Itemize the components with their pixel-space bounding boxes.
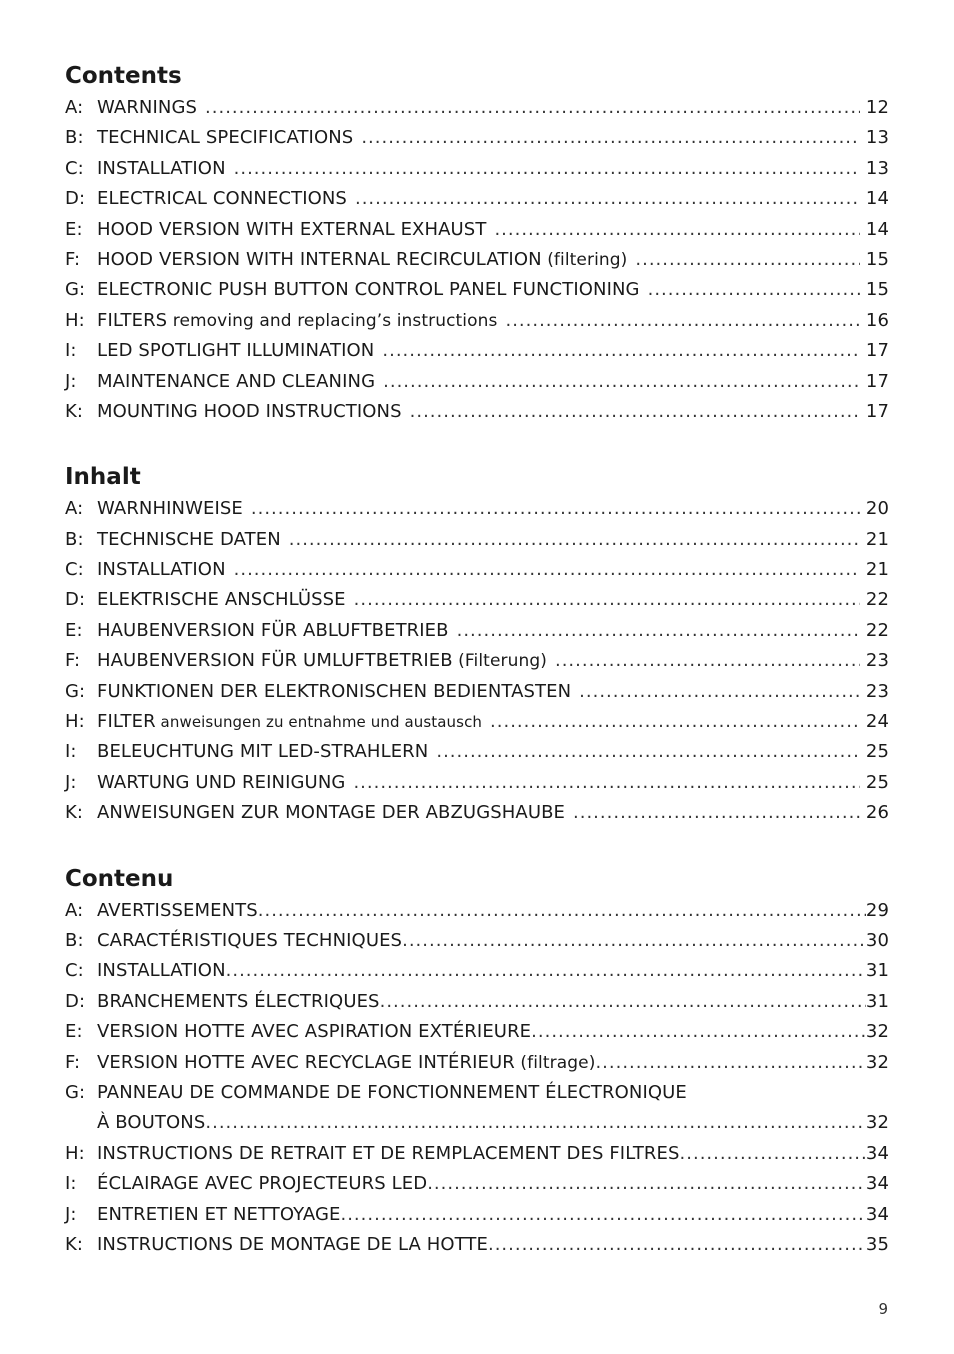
entry-letter: I: [65, 340, 77, 362]
dot-leader [531, 1017, 866, 1047]
toc-entry[interactable] [65, 1200, 889, 1230]
entry-title [97, 1078, 687, 1108]
entry-letter: G: [65, 279, 86, 301]
toc-entry[interactable] [65, 1169, 889, 1199]
entry-page-number: 35 [865, 1233, 889, 1255]
entry-page-number: 26 [865, 802, 889, 824]
entry-letter: A: [65, 498, 84, 520]
toc-entry[interactable] [65, 123, 889, 153]
entry-letter: A: [65, 899, 84, 921]
entry-title [97, 798, 565, 828]
entry-title-text: CARACTÉRISTIQUES TECHNIQUES [97, 929, 403, 951]
dot-leader [234, 154, 860, 184]
entry-letter: I: [65, 1173, 77, 1195]
entry-title [97, 215, 486, 245]
toc-section [65, 461, 889, 828]
toc-section [65, 863, 889, 1261]
dot-leader [648, 275, 860, 305]
entry-title-suffix: anweisungen zu entnahme und austausch [155, 713, 483, 732]
toc-entry[interactable] [65, 336, 889, 366]
entry-page-number: 22 [865, 619, 889, 641]
entry-title-text: INSTALLATION [97, 157, 226, 179]
entry-letter: K: [65, 1233, 84, 1255]
entry-letter: E: [65, 1021, 83, 1043]
entry-letter: H: [65, 309, 85, 331]
dot-leader [494, 215, 859, 245]
entry-letter: J: [65, 370, 77, 392]
toc-entry[interactable] [65, 275, 889, 305]
entry-letter: H: [65, 711, 85, 733]
dot-leader [573, 798, 860, 828]
entry-title [97, 926, 402, 956]
entry-letter: D: [65, 188, 86, 210]
entry-title [97, 707, 482, 737]
entry-title-text: WARTUNG UND REINIGUNG [97, 771, 346, 793]
dot-leader [289, 525, 860, 555]
toc-entry[interactable] [65, 585, 889, 615]
toc-entry[interactable] [65, 798, 889, 828]
entry-page-number: 22 [865, 589, 889, 611]
dot-leader [505, 306, 859, 336]
toc-entry[interactable] [65, 956, 889, 986]
entry-title [97, 1048, 595, 1078]
entry-title-suffix: (filtering) [541, 249, 628, 270]
toc-entry[interactable] [65, 707, 889, 737]
entry-title [97, 1200, 340, 1230]
entry-page-number: 17 [865, 370, 889, 392]
toc-entry[interactable] [65, 616, 889, 646]
entry-title-text: FILTERS [97, 309, 168, 331]
entry-title-text: ANWEISUNGEN ZUR MONTAGE DER ABZUGSHAUBE [97, 802, 566, 824]
toc-entry[interactable] [65, 245, 889, 275]
entry-title-text: HOOD VERSION WITH EXTERNAL EXHAUST [97, 218, 487, 240]
entry-letter: B: [65, 528, 84, 550]
dot-leader [380, 987, 866, 1017]
entry-letter: F: [65, 650, 81, 672]
section-heading: Contenu [65, 865, 174, 892]
entry-title-suffix: (Filterung) [452, 651, 547, 672]
dot-leader [382, 336, 860, 366]
entry-title-text: INSTALLATION [97, 960, 226, 982]
dot-leader [205, 93, 860, 123]
toc-entry[interactable] [65, 367, 889, 397]
entry-title-text: TECHNISCHE DATEN [97, 528, 281, 550]
toc-entry[interactable] [65, 215, 889, 245]
dot-leader [383, 367, 860, 397]
entry-title [97, 768, 345, 798]
entry-title [97, 494, 243, 524]
dot-leader [251, 494, 860, 524]
page-number: 9 [878, 1300, 888, 1318]
toc-entry[interactable] [65, 494, 889, 524]
entry-letter: E: [65, 619, 83, 641]
entry-title [97, 1230, 488, 1260]
entry-title [97, 1139, 680, 1169]
entry-title [97, 306, 497, 336]
entry-letter: D: [65, 589, 86, 611]
entry-title [97, 896, 258, 926]
dot-leader [340, 1200, 865, 1230]
entry-title-text: MAINTENANCE AND CLEANING [97, 370, 376, 392]
entry-title [97, 1108, 205, 1138]
toc-entry[interactable] [65, 525, 889, 555]
toc-list [65, 896, 889, 1261]
entry-letter: E: [65, 218, 83, 240]
toc-entry[interactable] [65, 1078, 889, 1108]
entry-page-number: 29 [865, 899, 889, 921]
dot-leader [490, 707, 860, 737]
toc-entry[interactable] [65, 184, 889, 214]
section-heading: Inhalt [65, 464, 141, 491]
dot-leader [258, 896, 866, 926]
entry-page-number: 34 [865, 1203, 889, 1225]
dot-leader [427, 1169, 866, 1199]
toc-entry[interactable] [65, 1017, 889, 1047]
entry-title [97, 336, 374, 366]
entry-title-text: ELECTRICAL CONNECTIONS [97, 188, 347, 210]
entry-letter: C: [65, 960, 84, 982]
dot-leader [436, 737, 860, 767]
dot-leader [353, 768, 859, 798]
toc-entry[interactable] [65, 896, 889, 926]
entry-letter: B: [65, 127, 84, 149]
dot-leader [488, 1230, 866, 1260]
entry-page-number: 30 [865, 929, 889, 951]
entry-title [97, 245, 627, 275]
entry-title-text: ÉCLAIRAGE AVEC PROJECTEURS LED [97, 1173, 428, 1195]
toc-entry[interactable] [65, 306, 889, 336]
toc-list [65, 93, 889, 427]
toc-entry[interactable] [65, 677, 889, 707]
dot-leader [555, 646, 860, 676]
entry-page-number: 32 [865, 1112, 889, 1134]
entry-letter: G: [65, 1081, 86, 1103]
entry-title [97, 93, 197, 123]
entry-page-number: 13 [865, 127, 889, 149]
toc-entry[interactable] [65, 1230, 889, 1260]
entry-page-number: 25 [865, 771, 889, 793]
entry-page-number: 24 [865, 711, 889, 733]
toc-entry[interactable] [65, 93, 889, 123]
dot-leader [457, 616, 860, 646]
entry-title-text: INSTALLATION [97, 559, 226, 581]
entry-title [97, 585, 346, 615]
dot-leader [635, 245, 860, 275]
entry-title [97, 1017, 531, 1047]
toc-entry[interactable] [65, 397, 889, 427]
entry-page-number: 16 [865, 309, 889, 331]
entry-title-text: WARNHINWEISE [97, 498, 243, 520]
entry-title-text: INSTRUCTIONS DE MONTAGE DE LA HOTTE [97, 1233, 488, 1255]
dot-leader [402, 926, 866, 956]
dot-leader [595, 1048, 865, 1078]
entry-title-text: BELEUCHTUNG MIT LED-STRAHLERN [97, 741, 429, 763]
entry-title-text: ELECTRONIC PUSH BUTTON CONTROL PANEL FUNCTIONING [97, 279, 640, 301]
entry-page-number: 15 [865, 248, 889, 270]
entry-letter: D: [65, 990, 86, 1012]
entry-title-text: LED SPOTLIGHT ILLUMINATION [97, 340, 375, 362]
entry-title [97, 397, 402, 427]
entry-title-text: INSTRUCTIONS DE RETRAIT ET DE REMPLACEMENT DES FILTRES [97, 1142, 680, 1164]
entry-title-text: FILTER [97, 711, 156, 733]
dot-leader [355, 184, 860, 214]
entry-title-text: ENTRETIEN ET NETTOYAGE [97, 1203, 341, 1225]
entry-page-number: 17 [865, 400, 889, 422]
section-heading: Contents [65, 63, 182, 89]
toc-entry[interactable] [65, 1139, 889, 1169]
toc-sections [65, 60, 889, 1260]
entry-title-text: À BOUTONS [97, 1112, 206, 1134]
dot-leader [205, 1108, 866, 1138]
entry-title [97, 646, 547, 676]
entry-title-text: HAUBENVERSION FÜR ABLUFTBETRIEB [97, 619, 449, 641]
entry-letter: J: [65, 771, 77, 793]
entry-letter: I: [65, 741, 77, 763]
entry-letter: C: [65, 157, 84, 179]
entry-letter: B: [65, 929, 84, 951]
entry-title [97, 555, 226, 585]
toc-entry[interactable] [65, 1108, 889, 1138]
entry-letter: H: [65, 1142, 85, 1164]
entry-page-number: 32 [865, 1051, 889, 1073]
entry-letter: J: [65, 1203, 77, 1225]
entry-title [97, 677, 571, 707]
entry-page-number: 32 [865, 1021, 889, 1043]
entry-page-number: 14 [865, 188, 889, 210]
entry-title-text: HAUBENVERSION FÜR UMLUFTBETRIEB [97, 650, 453, 672]
entry-page-number: 31 [865, 960, 889, 982]
toc-entry[interactable] [65, 926, 889, 956]
dot-leader [680, 1139, 866, 1169]
entry-title [97, 956, 226, 986]
table-of-contents [65, 60, 889, 1260]
entry-title-suffix: removing and replacing’s instructions [167, 310, 498, 331]
entry-letter: K: [65, 802, 84, 824]
entry-title-text: HOOD VERSION WITH INTERNAL RECIRCULATION [97, 248, 542, 270]
entry-letter: A: [65, 97, 84, 118]
entry-letter: F: [65, 248, 81, 270]
entry-page-number: 15 [865, 279, 889, 301]
entry-page-number: 23 [865, 650, 889, 672]
entry-page-number: 34 [865, 1173, 889, 1195]
entry-page-number: 31 [865, 990, 889, 1012]
toc-entry[interactable] [65, 768, 889, 798]
entry-title-suffix: (filtrage) [514, 1052, 596, 1073]
toc-entry[interactable] [65, 1048, 889, 1078]
entry-letter: C: [65, 559, 84, 581]
entry-title [97, 123, 353, 153]
entry-page-number: 21 [865, 528, 889, 550]
entry-title-text: AVERTISSEMENTS [97, 899, 258, 921]
entry-title-text: ELEKTRISCHE ANSCHLÜSSE [97, 589, 346, 611]
entry-page-number: 21 [865, 559, 889, 581]
entry-letter: G: [65, 680, 86, 702]
entry-title [97, 275, 640, 305]
entry-title-text: TECHNICAL SPECIFICATIONS [97, 127, 354, 149]
entry-page-number: 17 [865, 340, 889, 362]
entry-title-text: WARNINGS [97, 97, 198, 118]
entry-page-number: 13 [865, 157, 889, 179]
entry-title-text: VERSION HOTTE AVEC RECYCLAGE INTÉRIEUR [97, 1051, 515, 1073]
entry-page-number: 20 [865, 498, 889, 520]
toc-entry[interactable] [65, 646, 889, 676]
dot-leader [579, 677, 860, 707]
entry-page-number: 25 [865, 741, 889, 763]
entry-title-text: MOUNTING HOOD INSTRUCTIONS [97, 400, 402, 422]
entry-page-number: 23 [865, 680, 889, 702]
dot-leader [361, 123, 860, 153]
entry-title [97, 154, 226, 184]
entry-title [97, 367, 375, 397]
entry-title-text: VERSION HOTTE AVEC ASPIRATION EXTÉRIEURE [97, 1021, 532, 1043]
toc-section [65, 60, 889, 427]
entry-title [97, 1169, 427, 1199]
entry-page-number: 12 [865, 97, 889, 118]
entry-title-text: BRANCHEMENTS ÉLECTRIQUES [97, 990, 380, 1012]
entry-page-number: 14 [865, 218, 889, 240]
entry-title [97, 184, 347, 214]
entry-title-text: FUNKTIONEN DER ELEKTRONISCHEN BEDIENTASTEN [97, 680, 572, 702]
dot-leader [354, 585, 860, 615]
toc-entry[interactable] [65, 987, 889, 1017]
entry-letter: K: [65, 400, 84, 422]
dot-leader [410, 397, 860, 427]
toc-entry[interactable] [65, 555, 889, 585]
entry-title [97, 987, 380, 1017]
toc-list [65, 494, 889, 828]
toc-entry[interactable] [65, 154, 889, 184]
entry-title [97, 525, 281, 555]
entry-title-text: PANNEAU DE COMMANDE DE FONCTIONNEMENT ÉLECTRONIQUE [97, 1081, 687, 1103]
entry-letter: F: [65, 1051, 81, 1073]
entry-page-number: 34 [865, 1142, 889, 1164]
entry-title [97, 737, 428, 767]
toc-entry[interactable] [65, 737, 889, 767]
entry-title [97, 616, 449, 646]
dot-leader [234, 555, 860, 585]
dot-leader [226, 956, 866, 986]
